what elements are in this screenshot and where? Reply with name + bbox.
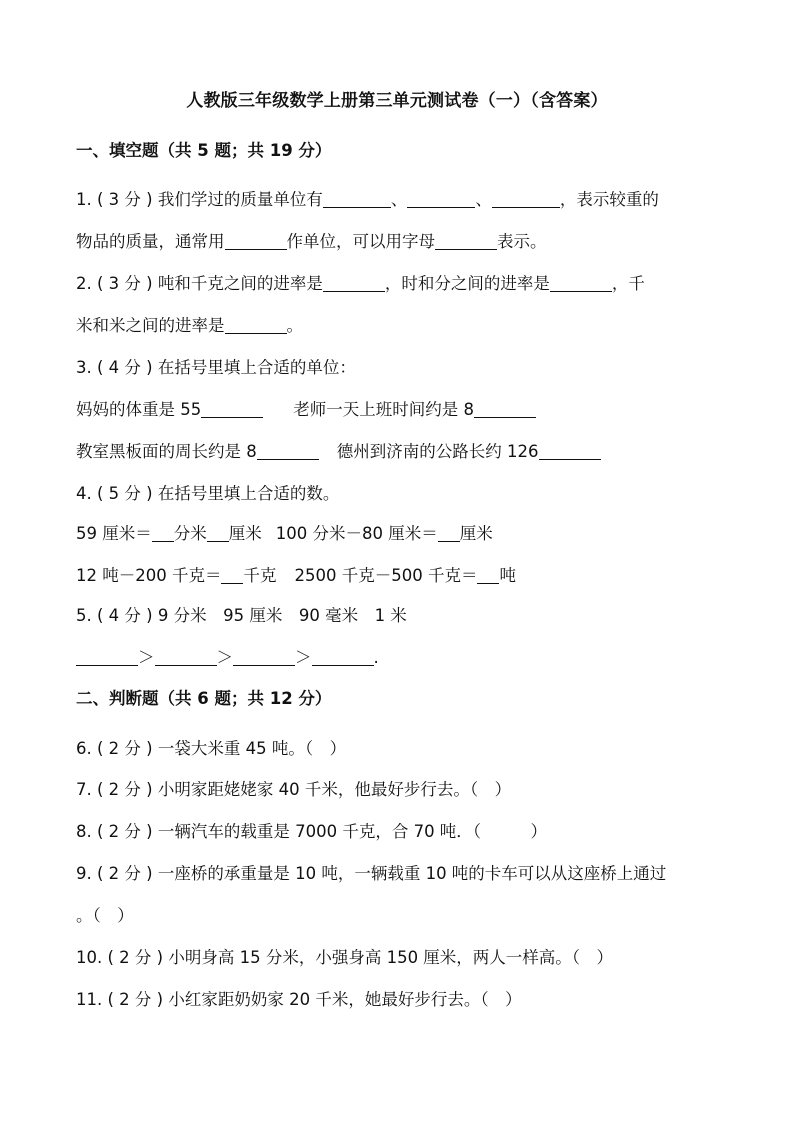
answer-blank (407, 190, 475, 208)
answer-blank (539, 442, 601, 460)
question-10: 10. ( 2 分 ) 小明身高 15 分米，小强身高 150 厘米，两人一样高。（ ） (76, 948, 614, 967)
answer-blank (323, 274, 385, 292)
answer-blank (550, 274, 612, 292)
question-9-line-2: 。（ ） (76, 906, 134, 925)
answer-blank (225, 232, 287, 250)
question-7: 7. ( 2 分 ) 小明家距姥姥家 40 千米，他最好步行去。（ ） (76, 780, 512, 799)
question-1-line-1: 1. ( 3 分 ) 我们学过的质量单位有 、 、 ，表示较重的 (76, 190, 659, 209)
answer-blank (201, 400, 263, 418)
question-3-line-1: 妈妈的体重是 55 老师一天上班时间约是 8 (76, 396, 536, 420)
answer-blank (225, 316, 287, 334)
question-6: 6. ( 2 分 ) 一袋大米重 45 吨。（ ） (76, 739, 347, 758)
answer-blank (492, 190, 560, 208)
question-9-line-1: 9. ( 2 分 ) 一座桥的承重量是 10 吨，一辆载重 10 吨的卡车可以从这座桥上通过 (76, 864, 667, 883)
question-2-line-2: 米和米之间的进率是 。 (76, 316, 303, 335)
question-4-prompt: 4. ( 5 分 ) 在括号里填上合适的数。 (76, 484, 340, 503)
question-3-prompt: 3. ( 4 分 ) 在括号里填上合适的单位： (76, 358, 356, 377)
answer-blank (435, 232, 497, 250)
answer-blank (152, 524, 174, 542)
question-5-answer-line: ＞ ＞ ＞ . (76, 644, 379, 668)
answer-blank (474, 400, 536, 418)
question-8: 8. ( 2 分 ) 一辆汽车的载重是 7000 千克，合 70 吨．（ ） (76, 822, 548, 841)
question-1-line-2: 物品的质量，通常用 作单位，可以用字母 表示。 (76, 232, 547, 251)
answer-blank (233, 648, 295, 666)
question-11: 11. ( 2 分 ) 小红家距奶奶家 20 千米，她最好步行去。（ ） (76, 990, 522, 1009)
question-4-line-1: 59 厘米＝ 分米 厘米 100 分米－80 厘米＝ 厘米 (76, 524, 493, 543)
answer-blank (438, 524, 460, 542)
answer-blank (312, 648, 374, 666)
question-3-line-2: 教室黑板面的周长约是 8 德州到济南的公路长约 126 (76, 438, 601, 462)
answer-blank (323, 190, 391, 208)
question-4-line-2: 12 吨－200 千克＝ 千克 2500 千克－500 千克＝ 吨 (76, 566, 516, 585)
question-2-line-1: 2. ( 3 分 ) 吨和千克之间的进率是 ，时和分之间的进率是 ，千 (76, 274, 645, 293)
answer-blank (257, 442, 319, 460)
question-5-prompt: 5. ( 4 分 ) 9 分米 95 厘米 90 毫米 1 米 (76, 606, 407, 625)
answer-blank (155, 648, 217, 666)
section-heading-fill-in: 一、填空题（共 5 题；共 19 分） (76, 141, 332, 160)
answer-blank (76, 648, 138, 666)
page-title: 人教版三年级数学上册第三单元测试卷（一）（含答案） (186, 91, 608, 111)
answer-blank (207, 524, 229, 542)
answer-blank (221, 566, 243, 584)
section-heading-true-false: 二、判断题（共 6 题；共 12 分） (76, 689, 332, 708)
answer-blank (477, 566, 499, 584)
